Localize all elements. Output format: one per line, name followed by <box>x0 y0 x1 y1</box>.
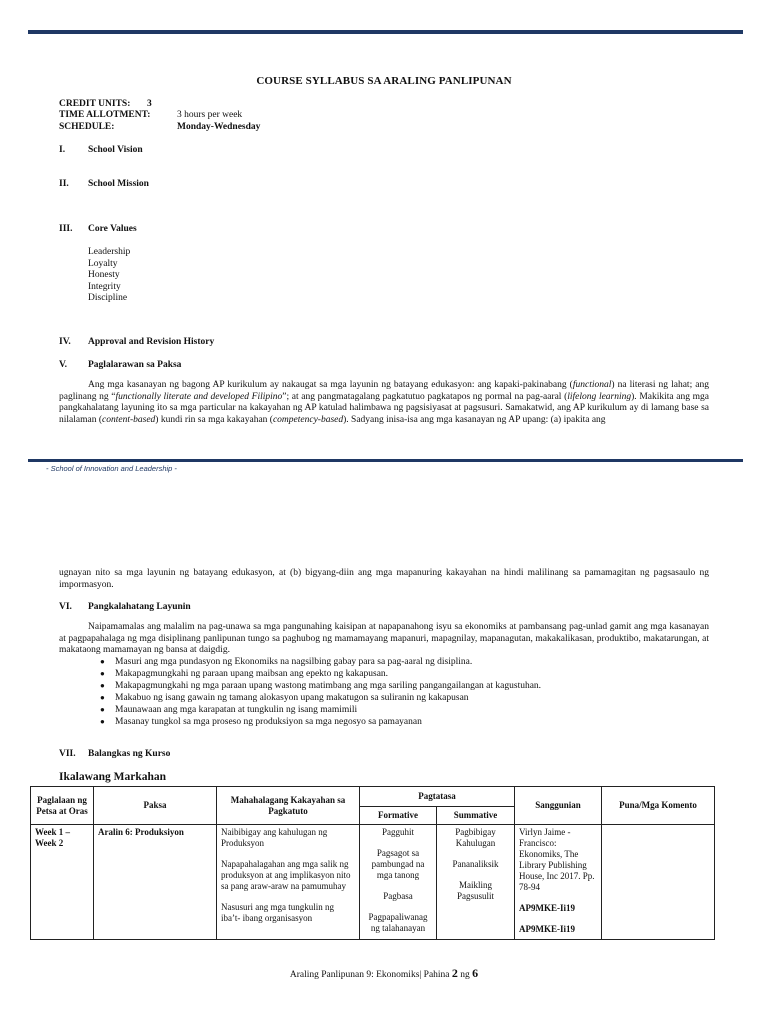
text-run: ) kundi rin sa mga kakayahan ( <box>155 414 273 425</box>
text-run: Ang mga kasanayan ng bagong AP kurikulum ay nakaugat sa mga layunin ng batayang edukasyon: ang kapaki-pakinabang ( <box>88 380 573 390</box>
course-outline-table <box>30 786 715 940</box>
section-number: IV. <box>59 337 71 347</box>
page-footer <box>0 966 768 982</box>
core-values-list <box>88 247 130 305</box>
section-title: School Vision <box>88 145 143 155</box>
italic-run: functional <box>572 380 612 390</box>
core-value-item: Leadership <box>88 247 131 257</box>
section-number: III. <box>59 224 73 234</box>
header-assessment: Pagtatasa <box>360 787 515 807</box>
competency-code: AP9MKE-Ii19 <box>519 923 575 934</box>
credit-units-value: 3 <box>147 99 152 109</box>
formative-item: Pagguhit <box>381 827 414 837</box>
formative-item: Pagsagot sa pambungad na mga tanong <box>371 847 425 880</box>
objectives-list <box>103 657 541 729</box>
header-topic: Paksa <box>94 787 217 825</box>
page-total: 6 <box>472 966 479 980</box>
header-formative: Formative <box>360 807 437 825</box>
time-allotment-label: TIME ALLOTMENT: <box>59 110 151 120</box>
footer-text: ng <box>457 970 473 980</box>
reference-text: Virlyn Jaime - Francisco: Ekonomiks, The Library Publishing House, Inc 2017. Pp. 78-94 <box>519 827 595 892</box>
credit-units-label: CREDIT UNITS: <box>59 99 131 109</box>
section-title: School Mission <box>88 179 149 189</box>
section-school-mission <box>59 179 149 191</box>
objective-item: ● Masuri ang mga pundasyon ng Ekonomiks na nagsilbing gabay para sa pag-aaral ng disiplina. <box>103 657 541 669</box>
summative-item: Pagbibigay Kahulugan <box>455 827 496 848</box>
section-title: Core Values <box>88 224 137 234</box>
header-summative: Summative <box>437 807 515 825</box>
formative-item: Pagbasa <box>383 890 413 901</box>
section-number: II. <box>59 179 69 189</box>
italic-run: competency-based <box>272 414 344 425</box>
section-number: I. <box>59 145 66 155</box>
footer-text: Araling Panlipunan 9: Ekonomiks| Pahina <box>289 970 452 980</box>
section-approval-history <box>59 337 214 349</box>
description-continuation: ugnayan nito sa mga layunin ng batayang edukasyon, at (b) bigyang-diin ang mga mapanuring kakayahan na hindi malilinang sa pamamagitan ng pagsasaulo ng impormasyon. <box>59 568 709 590</box>
text-run: ”; at ang pangmatagalang pagkatutuo pagkatapos ng pormal na pag-aaral ( <box>282 391 568 402</box>
objectives-paragraph: Naipamamalas ang malalim na pag-unawa sa mga pangunahing kaisipan at napapanahong isyu sa ekonomiks at pambansang pag-unlad gamit ang mga kasanayan at pagpapahalaga ng mga disiplinang panlipunan tungo sa paghubog ng mamamayang mapanuri, mapagnilay, mapanagutan, makakalikasan, produktibo, makatarungan, at makataong mamamayan ng bansa at daigdig. <box>59 622 709 656</box>
objective-item: ● Makabuo ng isang gawain ng tamang alokasyon upang makatugon sa suliranin ng kakapusan <box>103 693 541 705</box>
header-skills: Mahahalagang Kakayahan sa Pagkatuto <box>217 787 360 825</box>
cell-remarks <box>602 825 715 940</box>
competency-code: AP9MKE-Ii19 <box>519 902 575 913</box>
objective-item: ● Masanay tungkol sa mga proseso ng produksiyon sa mga negosyo sa pamayanan <box>103 717 541 729</box>
text-run: ) na literasi ng lahat; ang paglinang ng “ <box>59 380 709 402</box>
page-break-rule <box>28 459 743 462</box>
objective-item: ● Makapagmungkahi ng paraan upang maibsan ang epekto ng kakapusan. <box>103 669 541 681</box>
summative-item: Pananaliksik <box>452 858 499 869</box>
italic-run: lifelong learning <box>567 391 632 402</box>
cell-time: Week 1 – Week 2 <box>31 825 94 940</box>
schedule-row <box>59 122 261 134</box>
core-value-item: Loyalty <box>88 258 118 269</box>
section-number: VII. <box>59 749 76 759</box>
text-run: ). Makikita ang mga pangkahalatang layuning ito sa mga particular na kakayahan ng AP katulad halimbawa ng pagsisiyasat at pagsusuri. Samakatwid, ang AP kurikulum ay di lamang base sa nilalaman ( <box>59 391 709 425</box>
credit-units-row <box>59 99 152 111</box>
document-title: COURSE SYLLABUS SA ARALING PANLIPUNAN <box>256 75 512 87</box>
cell-reference <box>515 825 602 940</box>
italic-run: functionally literate and developed Filipino <box>115 391 283 402</box>
section-pangkalahatang-layunin <box>59 602 191 614</box>
term-title: Ikalawang Markahan <box>59 771 167 783</box>
section-school-vision <box>59 145 143 157</box>
skill-item: Nasusuri ang mga tungkulin ng iba’t- ibang organisasyon <box>221 901 334 923</box>
schedule-label: SCHEDULE: <box>59 122 115 132</box>
section-title: Approval and Revision History <box>88 337 215 347</box>
objective-item: ● Makapagmungkahi ng mga paraan upang wastong matimbang ang mga sariling pangangailangan at kagustuhan. <box>103 681 541 693</box>
cell-topic: Aralin 6: Produksiyon <box>94 825 217 940</box>
core-value-item: Discipline <box>88 293 128 303</box>
cell-formative <box>360 825 437 940</box>
section-title: Balangkas ng Kurso <box>88 749 171 759</box>
header-remarks: Puna/Mga Komento <box>602 787 715 825</box>
table-row <box>31 825 715 940</box>
formative-item: Pagpapaliwanag ng talahanayan <box>368 911 428 933</box>
school-footer-tagline: - School of Innovation and Leadership - <box>46 464 177 473</box>
italic-run: content-based <box>102 414 156 425</box>
core-value-item: Integrity <box>88 281 121 292</box>
section-title: Pangkalahatang Layunin <box>88 602 191 612</box>
time-allotment-value: 3 hours per week <box>177 110 243 120</box>
cell-summative <box>437 825 515 940</box>
cell-skills <box>217 825 360 940</box>
header-reference: Sanggunian <box>515 787 602 825</box>
objective-item: ● Maunawaan ang mga karapatan at tungkulin ng isang mamimili <box>103 705 541 717</box>
section-balangkas <box>59 749 170 761</box>
skill-item: Napapahalagahan ang mga salik ng produksyon at ang implikasyon nito sa pang araw-araw na pamumuhay <box>221 858 351 891</box>
core-value-item: Honesty <box>88 270 120 280</box>
section-title: Paglalarawan sa Paksa <box>88 360 182 370</box>
description-paragraph <box>59 380 709 426</box>
skill-item: Naibibigay ang kahulugan ng Produksyon <box>221 827 328 848</box>
section-number: VI. <box>59 602 72 612</box>
section-paglalarawan <box>59 360 181 372</box>
section-number: V. <box>59 360 68 370</box>
time-allotment-row <box>59 110 243 122</box>
section-core-values <box>59 224 137 236</box>
header-time: Paglalaan ng Petsa at Oras <box>31 787 94 825</box>
summative-item: Maikling Pagsusulit <box>456 879 494 901</box>
page-number: 2 <box>451 966 458 980</box>
header-rule <box>28 30 743 34</box>
text-run: ). Sadyang inisa-isa ang mga kasanayan ng AP upang: (a) ipakita ang <box>343 414 606 425</box>
schedule-value: Monday-Wednesday <box>177 122 261 132</box>
